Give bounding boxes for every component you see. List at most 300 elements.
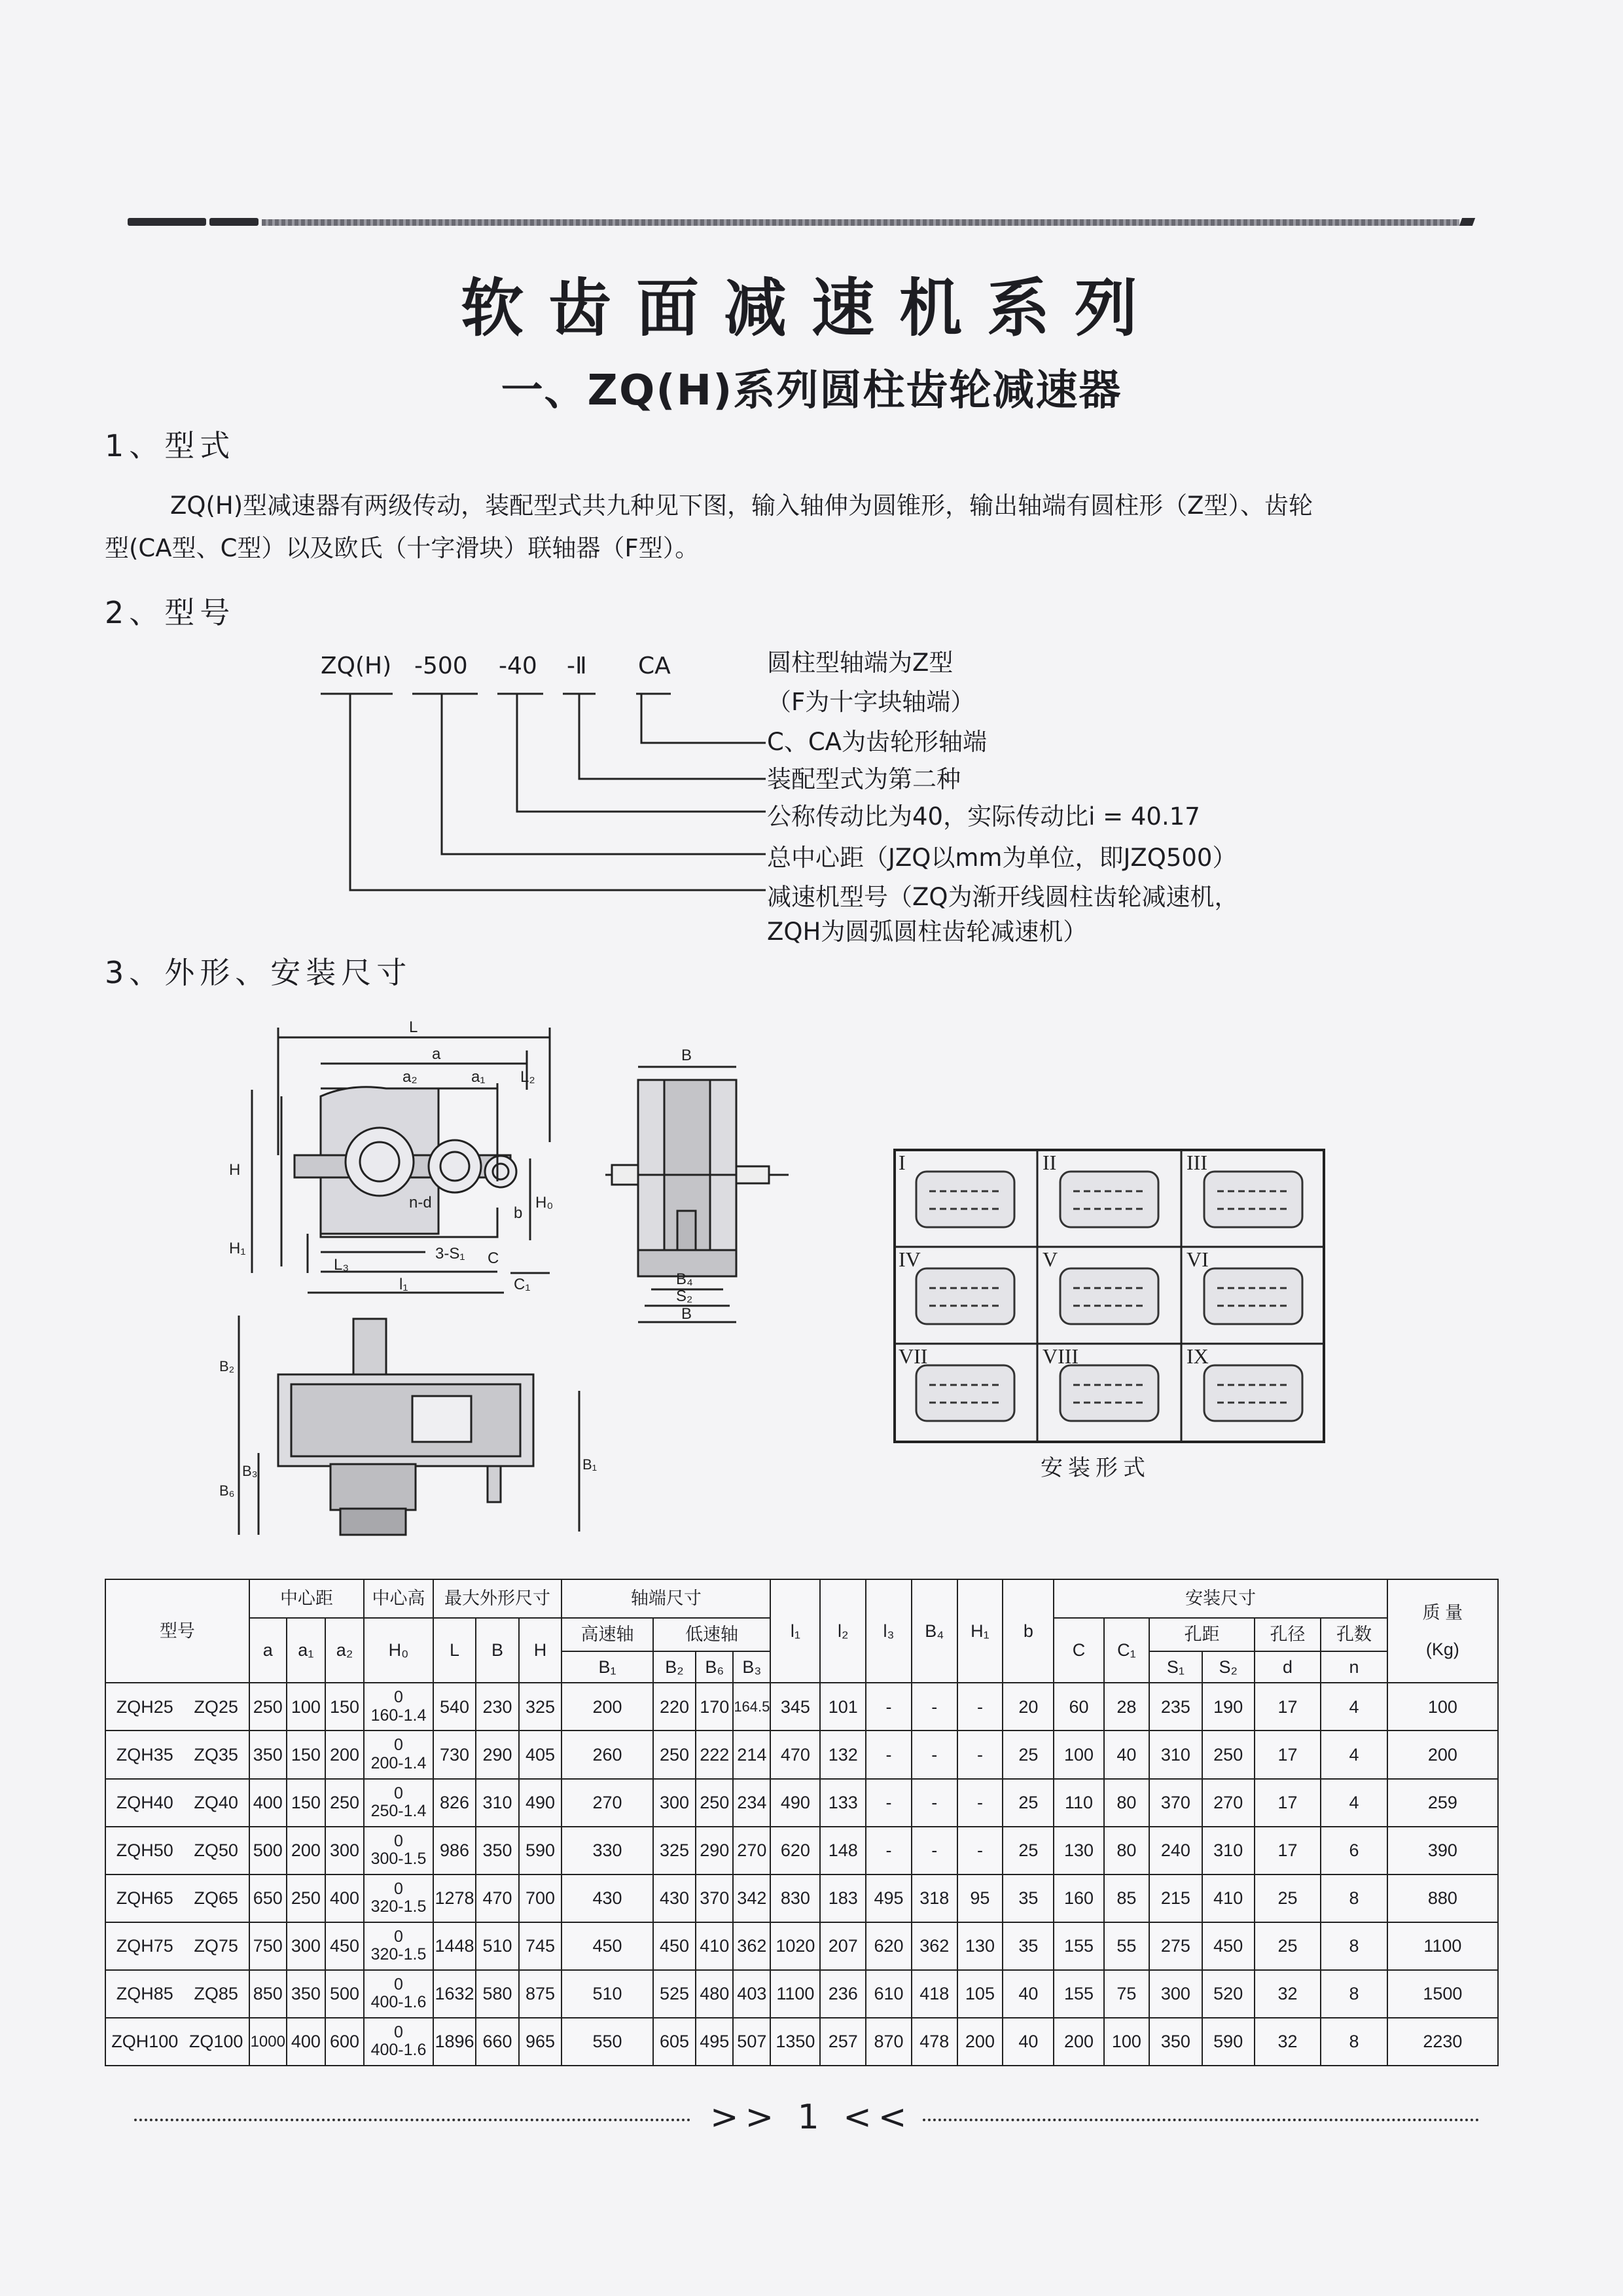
th-max-dims: 最大外形尺寸 — [433, 1579, 562, 1618]
mounting-caption: 安装形式 — [1041, 1455, 1150, 1481]
cell-model-zq: ZQ100 — [188, 2032, 243, 2052]
cell-l1: 620 — [770, 1827, 820, 1874]
cell-l3: 620 — [866, 1922, 912, 1970]
cell-B1: 330 — [562, 1827, 652, 1874]
cell-C1: 80 — [1104, 1827, 1150, 1874]
cell-B: 470 — [476, 1874, 519, 1922]
cell-m: 200 — [1387, 1731, 1498, 1778]
cell-H0-value: 320-1.5 — [370, 1945, 427, 1964]
cell-model-zq: ZQ65 — [194, 1888, 238, 1909]
cell-B3: 270 — [733, 1827, 770, 1874]
dim-L: L — [409, 1018, 418, 1036]
section-1-heading: 1、型式 — [105, 428, 236, 463]
cell-l2: 257 — [820, 2018, 866, 2066]
cell-l1: 1020 — [770, 1922, 820, 1970]
cell-B3: 214 — [733, 1731, 770, 1778]
cell-B4: - — [912, 1683, 957, 1731]
cell-H0-tolerance-top: 0 — [394, 2022, 403, 2041]
cell-C1: 80 — [1104, 1779, 1150, 1827]
cell-B2: 525 — [653, 1970, 696, 2018]
cell-l1: 1350 — [770, 2018, 820, 2066]
cell-b: 40 — [1003, 2018, 1054, 2066]
cell-model-zqh: ZQH85 — [116, 1984, 173, 2004]
legend-assembly: 装配型式为第二种 — [767, 765, 961, 793]
cell-B3: 164.5 — [733, 1683, 770, 1731]
cell-H1: 95 — [957, 1874, 1003, 1922]
cell-B1: 260 — [562, 1731, 652, 1778]
th-shaft-dims: 轴端尺寸 — [562, 1579, 770, 1618]
section-1-text-line-1: ZQ(H)型减速器有两级传动，装配型式共九种见下图，输入轴伸为圆锥形，输出轴端有圆柱形（Z型）、齿轮 — [170, 492, 1313, 520]
cell-C: 110 — [1054, 1779, 1103, 1827]
section-3-heading: 3、外形、安装尺寸 — [105, 955, 412, 990]
cell-L: 1278 — [433, 1874, 476, 1922]
cell-l3: - — [866, 1731, 912, 1778]
footer-line-right — [923, 2119, 1479, 2121]
cell-S2: 590 — [1202, 2018, 1255, 2066]
legend-center: 总中心距（JZQ以mm为单位，即JZQ500） — [767, 844, 1237, 872]
mount-type-4: IV — [899, 1247, 921, 1271]
cell-n: 4 — [1321, 1779, 1387, 1827]
cell-d: 17 — [1255, 1827, 1321, 1874]
cell-l3: - — [866, 1683, 912, 1731]
cell-b: 20 — [1003, 1683, 1054, 1731]
cell-b: 40 — [1003, 1970, 1054, 2018]
cell-S1: 235 — [1149, 1683, 1202, 1731]
table-row — [105, 1970, 1498, 2018]
cell-H0-value: 250-1.4 — [370, 1802, 427, 1821]
cell-B4: 478 — [912, 2018, 957, 2066]
cell-d: 17 — [1255, 1731, 1321, 1778]
th-mass-unit: (Kg) — [1425, 1640, 1459, 1660]
cell-B2: 220 — [653, 1683, 696, 1731]
cell-L: 1632 — [433, 1970, 476, 2018]
cell-b: 25 — [1003, 1731, 1054, 1778]
cell-a: 250 — [249, 1683, 287, 1731]
table-row — [105, 1922, 1498, 1970]
cell-a2: 450 — [325, 1922, 364, 1970]
cell-n: 8 — [1321, 2018, 1387, 2066]
cell-model-zqh: ZQH50 — [116, 1840, 173, 1860]
header-bar-left — [128, 218, 206, 226]
table-row — [105, 1683, 1498, 1731]
cell-S2: 190 — [1202, 1683, 1255, 1731]
cell-B4: 362 — [912, 1922, 957, 1970]
cell-B1: 450 — [562, 1922, 652, 1970]
cell-L: 1448 — [433, 1922, 476, 1970]
cell-H: 965 — [519, 2018, 562, 2066]
th-B: B — [476, 1618, 519, 1683]
cell-C1: 75 — [1104, 1970, 1150, 2018]
th-B1: B₁ — [562, 1651, 652, 1683]
cell-l2: 183 — [820, 1874, 866, 1922]
cell-L: 540 — [433, 1683, 476, 1731]
cell-a2: 300 — [325, 1827, 364, 1874]
cell-B: 310 — [476, 1779, 519, 1827]
cell-H1: 200 — [957, 2018, 1003, 2066]
cell-C: 60 — [1054, 1683, 1103, 1731]
cell-H0-tolerance-top: 0 — [394, 1784, 403, 1803]
page-subtitle: 一、ZQ(H)系列圆柱齿轮减速器 — [501, 367, 1122, 415]
cell-H0-tolerance-top: 0 — [394, 1736, 403, 1755]
cell-H1: - — [957, 1731, 1003, 1778]
cell-m: 100 — [1387, 1683, 1498, 1731]
cell-a2: 400 — [325, 1874, 364, 1922]
th-hole-num: 孔数 — [1321, 1618, 1387, 1651]
mount-type-5: V — [1043, 1247, 1058, 1271]
spec-table-body — [105, 1683, 1498, 2066]
cell-a1: 150 — [287, 1779, 325, 1827]
cell-B6: 480 — [696, 1970, 733, 2018]
cell-d: 25 — [1255, 1922, 1321, 1970]
dim-l1: l₁ — [399, 1276, 408, 1293]
cell-a2: 200 — [325, 1731, 364, 1778]
cell-B3: 234 — [733, 1779, 770, 1827]
th-install: 安装尺寸 — [1054, 1579, 1387, 1618]
cell-C: 200 — [1054, 2018, 1103, 2066]
dim-nd: n-d — [409, 1194, 432, 1211]
cell-m: 2230 — [1387, 2018, 1498, 2066]
th-S2: S₂ — [1202, 1651, 1255, 1683]
cell-C: 155 — [1054, 1970, 1103, 2018]
side-dim-B-top: B — [681, 1047, 692, 1064]
mounting-forms-grid — [893, 1149, 1325, 1443]
th-B4: B₄ — [912, 1579, 957, 1683]
cell-H: 745 — [519, 1922, 562, 1970]
cell-B: 510 — [476, 1922, 519, 1970]
cell-H: 590 — [519, 1827, 562, 1874]
cell-H0-value: 300-1.5 — [370, 1850, 427, 1869]
cell-B4: 318 — [912, 1874, 957, 1922]
dim-L3: L₃ — [334, 1256, 349, 1274]
cell-model — [105, 1827, 249, 1874]
th-b: b — [1003, 1579, 1054, 1683]
cell-S1: 370 — [1149, 1779, 1202, 1827]
cell-n: 4 — [1321, 1731, 1387, 1778]
cell-H0-tolerance-top: 0 — [394, 1927, 403, 1946]
top-dim-B3: B₃ — [242, 1463, 258, 1479]
th-S1: S₁ — [1149, 1651, 1202, 1683]
cell-H0-tolerance-top: 0 — [394, 1879, 403, 1898]
cell-l2: 132 — [820, 1731, 866, 1778]
cell-H0 — [364, 1683, 433, 1731]
cell-l3: 495 — [866, 1874, 912, 1922]
cell-l3: - — [866, 1779, 912, 1827]
th-a: a — [249, 1618, 287, 1683]
cell-a1: 150 — [287, 1731, 325, 1778]
cell-a2: 500 — [325, 1970, 364, 2018]
cell-model-zq: ZQ75 — [194, 1936, 238, 1956]
code-part-model: ZQ(H) — [321, 653, 392, 679]
cell-l1: 470 — [770, 1731, 820, 1778]
table-row — [105, 1874, 1498, 1922]
dim-C: C — [488, 1249, 499, 1267]
cell-d: 32 — [1255, 2018, 1321, 2066]
th-mass-label: 质 量 — [1422, 1602, 1463, 1623]
cell-B2: 430 — [653, 1874, 696, 1922]
cell-H0-value: 200-1.4 — [370, 1753, 427, 1772]
cell-model — [105, 1683, 249, 1731]
cell-a: 750 — [249, 1922, 287, 1970]
cell-l2: 148 — [820, 1827, 866, 1874]
cell-B3: 403 — [733, 1970, 770, 2018]
cell-B6: 495 — [696, 2018, 733, 2066]
cell-model-zq: ZQ40 — [194, 1792, 238, 1812]
cell-B4: - — [912, 1827, 957, 1874]
cell-l3: 610 — [866, 1970, 912, 2018]
cell-model — [105, 1922, 249, 1970]
th-n: n — [1321, 1651, 1387, 1683]
cell-B6: 170 — [696, 1683, 733, 1731]
cell-a: 350 — [249, 1731, 287, 1778]
cell-a1: 100 — [287, 1683, 325, 1731]
cell-n: 8 — [1321, 1874, 1387, 1922]
cell-a2: 600 — [325, 2018, 364, 2066]
th-a2: a₂ — [325, 1618, 364, 1683]
cell-n: 4 — [1321, 1683, 1387, 1731]
th-B6: B₆ — [696, 1651, 733, 1683]
th-hole-dia: 孔径 — [1255, 1618, 1321, 1651]
th-center-height: 中心高 — [364, 1579, 433, 1618]
cell-l3: 870 — [866, 2018, 912, 2066]
header-bar-left-2 — [209, 218, 259, 226]
dim-H0: H₀ — [535, 1194, 554, 1211]
cell-d: 25 — [1255, 1874, 1321, 1922]
cell-B4: - — [912, 1731, 957, 1778]
cell-b: 35 — [1003, 1922, 1054, 1970]
cell-n: 8 — [1321, 1922, 1387, 1970]
cell-model-zqh: ZQH25 — [116, 1696, 173, 1717]
side-dim-B: B — [681, 1305, 692, 1323]
legend-shaft-c: C、CA为齿轮形轴端 — [767, 728, 987, 756]
model-code-leader-lines — [301, 681, 772, 910]
cell-b: 25 — [1003, 1779, 1054, 1827]
cell-model-zqh: ZQH40 — [116, 1792, 173, 1812]
th-C1: C₁ — [1104, 1618, 1150, 1683]
dim-a2: a₂ — [402, 1068, 418, 1086]
cell-l1: 490 — [770, 1779, 820, 1827]
cell-model-zqh: ZQH35 — [116, 1744, 173, 1765]
cell-C1: 28 — [1104, 1683, 1150, 1731]
cell-d: 17 — [1255, 1683, 1321, 1731]
cell-a: 1000 — [249, 2018, 287, 2066]
cell-S1: 300 — [1149, 1970, 1202, 2018]
cell-C: 155 — [1054, 1922, 1103, 1970]
cell-H1: - — [957, 1683, 1003, 1731]
cell-model — [105, 2018, 249, 2066]
code-part-ratio: -40 — [499, 653, 537, 679]
table-row — [105, 2018, 1498, 2066]
cell-l2: 207 — [820, 1922, 866, 1970]
cell-m: 259 — [1387, 1779, 1498, 1827]
mount-type-3: III — [1186, 1151, 1207, 1174]
cell-H: 405 — [519, 1731, 562, 1778]
dim-S1: 3-S₁ — [435, 1245, 465, 1263]
cell-a1: 350 — [287, 1970, 325, 2018]
cell-B: 350 — [476, 1827, 519, 1874]
cell-l2: 133 — [820, 1779, 866, 1827]
cell-l1: 1100 — [770, 1970, 820, 2018]
cell-a: 850 — [249, 1970, 287, 2018]
cell-C1: 85 — [1104, 1874, 1150, 1922]
cell-model-zqh: ZQH65 — [116, 1888, 173, 1909]
cell-H0-value: 320-1.5 — [370, 1897, 427, 1916]
cell-model-zqh: ZQH100 — [111, 2032, 179, 2052]
cell-model-zq: ZQ50 — [194, 1840, 238, 1860]
table-row — [105, 1779, 1498, 1827]
side-view-drawing — [592, 1041, 802, 1342]
cell-S2: 450 — [1202, 1922, 1255, 1970]
dim-L2: L₂ — [520, 1068, 535, 1086]
th-a1: a₁ — [287, 1618, 325, 1683]
cell-model-zq: ZQ25 — [194, 1696, 238, 1717]
cell-a1: 300 — [287, 1922, 325, 1970]
th-hole-dist: 孔距 — [1149, 1618, 1255, 1651]
mount-type-9: IX — [1186, 1344, 1209, 1368]
table-row — [105, 1731, 1498, 1778]
cell-a2: 250 — [325, 1779, 364, 1827]
cell-B: 290 — [476, 1731, 519, 1778]
cell-model — [105, 1779, 249, 1827]
cell-B1: 430 — [562, 1874, 652, 1922]
section-1-text-line-2: 型(CA型、C型）以及欧氏（十字滑块）联轴器（F型）。 — [105, 534, 700, 562]
cell-l2: 101 — [820, 1683, 866, 1731]
cell-B6: 290 — [696, 1827, 733, 1874]
cell-B: 580 — [476, 1970, 519, 2018]
dim-H: H — [229, 1161, 241, 1179]
mount-type-1: I — [899, 1151, 906, 1174]
mount-type-8: VIII — [1043, 1344, 1079, 1368]
cell-B2: 325 — [653, 1827, 696, 1874]
cell-model-zq: ZQ35 — [194, 1744, 238, 1765]
th-C: C — [1054, 1618, 1103, 1683]
cell-H0 — [364, 1970, 433, 2018]
cell-B2: 450 — [653, 1922, 696, 1970]
cell-S2: 410 — [1202, 1874, 1255, 1922]
cell-B1: 510 — [562, 1970, 652, 2018]
th-d: d — [1255, 1651, 1321, 1683]
cell-H0 — [364, 2018, 433, 2066]
cell-H1: - — [957, 1827, 1003, 1874]
cell-a2: 150 — [325, 1683, 364, 1731]
th-center-dist: 中心距 — [249, 1579, 364, 1618]
cell-B2: 250 — [653, 1731, 696, 1778]
cell-B1: 270 — [562, 1779, 652, 1827]
th-high-shaft: 高速轴 — [562, 1618, 652, 1651]
cell-H0-value: 400-1.6 — [370, 2041, 427, 2060]
cell-S2: 250 — [1202, 1731, 1255, 1778]
cell-H0-tolerance-top: 0 — [394, 1975, 403, 1994]
front-view-drawing — [223, 1011, 589, 1319]
cell-B6: 370 — [696, 1874, 733, 1922]
code-part-shaft: CA — [638, 653, 671, 679]
cell-H1: 130 — [957, 1922, 1003, 1970]
cell-a: 650 — [249, 1874, 287, 1922]
cell-B4: 418 — [912, 1970, 957, 2018]
legend-ratio: 公称传动比为40，实际传动比i = 40.17 — [767, 802, 1200, 831]
cell-H1: - — [957, 1779, 1003, 1827]
cell-m: 1100 — [1387, 1922, 1498, 1970]
cell-H0 — [364, 1827, 433, 1874]
footer-line-left — [134, 2119, 690, 2121]
cell-L: 826 — [433, 1779, 476, 1827]
cell-S2: 310 — [1202, 1827, 1255, 1874]
cell-C1: 55 — [1104, 1922, 1150, 1970]
side-dim-S2: S₂ — [676, 1287, 693, 1305]
dim-a1: a₁ — [471, 1068, 486, 1086]
cell-C: 160 — [1054, 1874, 1103, 1922]
cell-H0 — [364, 1922, 433, 1970]
dim-a: a — [432, 1045, 441, 1063]
cell-H0-value: 160-1.4 — [370, 1706, 427, 1725]
table-row — [105, 1827, 1498, 1874]
cell-m: 1500 — [1387, 1970, 1498, 2018]
legend-model-1: 减速机型号（ZQ为渐开线圆柱齿轮减速机， — [767, 883, 1239, 911]
cell-C1: 40 — [1104, 1731, 1150, 1778]
cell-S1: 310 — [1149, 1731, 1202, 1778]
mount-type-6: VI — [1186, 1247, 1209, 1271]
cell-C1: 100 — [1104, 2018, 1150, 2066]
cell-H1: 105 — [957, 1970, 1003, 2018]
cell-H: 700 — [519, 1874, 562, 1922]
top-dim-B1: B₁ — [582, 1456, 597, 1473]
cell-S1: 215 — [1149, 1874, 1202, 1922]
cell-d: 32 — [1255, 1970, 1321, 2018]
cell-B2: 605 — [653, 2018, 696, 2066]
cell-d: 17 — [1255, 1779, 1321, 1827]
cell-model-zq: ZQ85 — [194, 1984, 238, 2004]
cell-C: 130 — [1054, 1827, 1103, 1874]
cell-model — [105, 1731, 249, 1778]
cell-a: 400 — [249, 1779, 287, 1827]
th-l1: l₁ — [770, 1579, 820, 1683]
dim-C1: C₁ — [514, 1276, 531, 1293]
header-bar — [262, 219, 1459, 226]
cell-B1: 550 — [562, 2018, 652, 2066]
cell-H0-value: 400-1.6 — [370, 1993, 427, 2012]
cell-n: 6 — [1321, 1827, 1387, 1874]
spec-table — [105, 1579, 1499, 2066]
cell-H0 — [364, 1731, 433, 1778]
legend-model-2: ZQH为圆弧圆柱齿轮减速机） — [767, 918, 1088, 946]
cell-B1: 200 — [562, 1683, 652, 1731]
cell-H: 325 — [519, 1683, 562, 1731]
th-l2: l₂ — [820, 1579, 866, 1683]
top-dim-B2: B₂ — [219, 1358, 235, 1374]
cell-H: 875 — [519, 1970, 562, 2018]
cell-b: 35 — [1003, 1874, 1054, 1922]
page-number: >> 1 << — [710, 2098, 914, 2137]
cell-l2: 236 — [820, 1970, 866, 2018]
cell-B: 660 — [476, 2018, 519, 2066]
cell-L: 986 — [433, 1827, 476, 1874]
cell-b: 25 — [1003, 1827, 1054, 1874]
cell-a1: 400 — [287, 2018, 325, 2066]
top-view-drawing — [213, 1312, 605, 1545]
cell-B3: 342 — [733, 1874, 770, 1922]
cell-m: 880 — [1387, 1874, 1498, 1922]
th-H: H — [519, 1618, 562, 1683]
cell-B6: 222 — [696, 1731, 733, 1778]
cell-a1: 250 — [287, 1874, 325, 1922]
dim-b: b — [514, 1204, 523, 1222]
cell-l1: 345 — [770, 1683, 820, 1731]
cell-B6: 410 — [696, 1922, 733, 1970]
cell-S1: 275 — [1149, 1922, 1202, 1970]
cell-B3: 507 — [733, 2018, 770, 2066]
cell-model — [105, 1970, 249, 2018]
header-bar-end — [1459, 218, 1475, 226]
legend-shaft-z: 圆柱型轴端为Z型 — [767, 649, 954, 677]
